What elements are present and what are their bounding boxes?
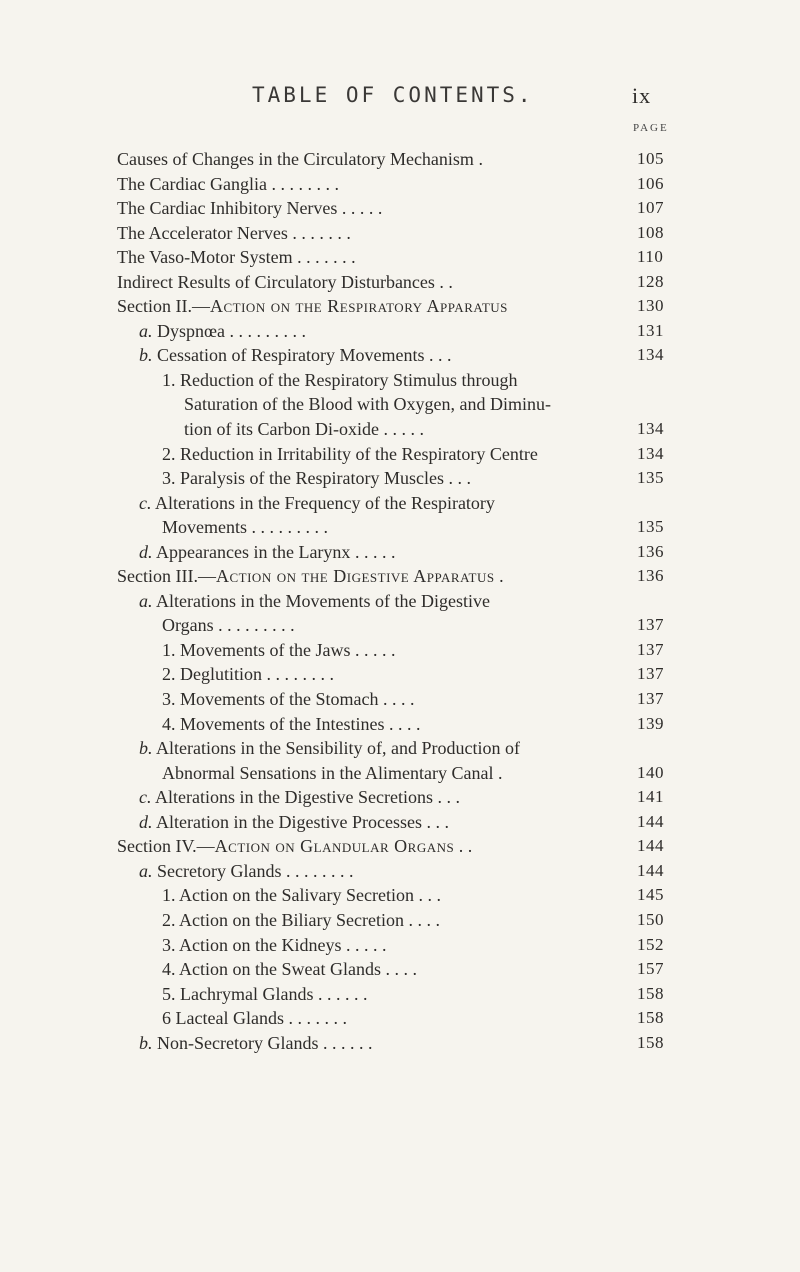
dot-leader: . . . .: [403, 909, 440, 930]
entry-title: [139, 491, 495, 516]
dot-leader: . . . . . . .: [287, 222, 351, 243]
dot-leader: . . .: [424, 345, 452, 366]
dot-leader: . . . . . . . .: [262, 664, 334, 685]
toc-entry: [0, 245, 800, 270]
toc-entry: [0, 417, 800, 442]
page-ref: 136: [637, 541, 664, 561]
table-of-contents: [0, 147, 800, 1055]
entry-number: 3.: [162, 468, 176, 489]
entry-text: The Cardiac Ganglia: [117, 173, 267, 194]
page-ref: 150: [637, 909, 664, 929]
dot-leader: . .: [454, 836, 473, 857]
entry-title: [117, 834, 472, 859]
entry-text: Reduction of the Respiratory Stimulus through: [180, 369, 518, 390]
toc-entry: [0, 491, 800, 516]
page-number: ix: [632, 83, 652, 108]
entry-number: 5.: [162, 983, 176, 1004]
page-ref: 134: [637, 443, 664, 463]
entry-number: 4.: [162, 713, 176, 734]
dot-leader: . . .: [432, 787, 460, 808]
page-ref: 108: [637, 222, 664, 242]
dot-leader: . . . . . . . . .: [213, 615, 295, 636]
entry-letter: a.: [139, 860, 153, 881]
toc-entry: [0, 196, 800, 221]
dot-leader: . .: [434, 271, 453, 292]
toc-entry: [0, 883, 800, 908]
page-ref: 131: [637, 320, 664, 340]
entry-title: [139, 785, 460, 810]
page-ref: 135: [637, 468, 664, 488]
entry-letter: d.: [139, 811, 153, 832]
entry-title: [162, 982, 367, 1007]
entry-text: Organs: [162, 615, 214, 636]
dot-leader: . . .: [421, 811, 449, 832]
page-title: TABLE OF CONTENTS.: [252, 83, 534, 107]
toc-entry: [0, 515, 800, 540]
entry-number: 4.: [162, 959, 176, 980]
entry-title: [117, 147, 483, 172]
entry-text: The Accelerator Nerves: [117, 222, 288, 243]
entry-title: [162, 908, 440, 933]
entry-title: [162, 638, 395, 663]
entry-text: Action on the Kidneys: [179, 934, 342, 955]
dot-leader: . . . . .: [350, 639, 396, 660]
entry-text: Abnormal Sensations in the Alimentary Canal: [162, 762, 494, 783]
entry-title: [117, 245, 356, 270]
toc-entry: [0, 466, 800, 491]
toc-entry: [0, 736, 800, 761]
toc-entry: [0, 540, 800, 565]
dot-leader: . . . . . .: [313, 983, 368, 1004]
page-ref: 130: [637, 296, 664, 316]
entry-title: [117, 172, 339, 197]
entry-title: [139, 1031, 372, 1056]
entry-text: Alteration in the Digestive Processes: [156, 811, 422, 832]
entry-text: Movements of the Jaws: [180, 639, 351, 660]
toc-entry: [0, 712, 800, 737]
toc-entry: [0, 687, 800, 712]
entry-text: Secretory Glands: [157, 860, 282, 881]
entry-title: [162, 662, 334, 687]
toc-entry: [0, 172, 800, 197]
entry-text: Reduction in Irritability of the Respiratory Centre: [180, 443, 538, 464]
entry-title: [139, 810, 449, 835]
page-ref: 157: [637, 959, 664, 979]
entry-title: [139, 343, 451, 368]
page-ref: 128: [637, 271, 664, 291]
dot-leader: . . .: [443, 468, 471, 489]
entry-text: Causes of Changes in the Circulatory Mechanism: [117, 149, 474, 169]
page-ref: 139: [637, 713, 664, 733]
entry-title: [162, 466, 471, 491]
dot-leader: . . . . .: [378, 419, 424, 440]
entry-text: Lacteal Glands: [175, 1008, 284, 1029]
page-ref: 137: [637, 664, 664, 684]
toc-entry: [0, 613, 800, 638]
toc-entry: [0, 221, 800, 246]
entry-text: Action on the Salivary Secretion: [179, 885, 414, 906]
entry-title: [117, 564, 504, 589]
entry-title: [117, 270, 453, 295]
page-column-label: PAGE: [633, 122, 669, 134]
dot-leader: . . . . . . . .: [281, 860, 354, 881]
dot-leader: . . . . . . .: [283, 1008, 347, 1029]
toc-entry: [0, 147, 800, 172]
entry-title: [162, 368, 517, 393]
entry-letter: b.: [139, 1032, 153, 1053]
page-ref: 135: [637, 517, 664, 537]
entry-text: Movements of the Intestines: [180, 713, 385, 734]
entry-letter: d.: [139, 541, 153, 562]
entry-number: 1.: [162, 885, 176, 906]
dot-leader: . . .: [413, 885, 441, 906]
entry-letter: b.: [139, 738, 153, 759]
entry-text: Saturation of the Blood with Oxygen, and Diminu-: [184, 394, 551, 415]
entry-text: The Vaso-Motor System: [117, 247, 293, 268]
toc-entry: [0, 810, 800, 835]
entry-text: Movements: [162, 517, 247, 538]
entry-text: Alterations in the Sensibility of, and Production of: [156, 738, 520, 759]
toc-entry: [0, 392, 800, 417]
dot-leader: . . . .: [380, 959, 417, 980]
page-ref: 144: [637, 836, 664, 856]
dot-leader: . . . . .: [350, 541, 396, 562]
page-ref: 137: [637, 615, 664, 635]
entry-title: [184, 392, 551, 417]
page-ref: 136: [637, 566, 664, 586]
entry-title: [162, 883, 441, 908]
entry-text: Deglutition: [180, 664, 262, 685]
entry-title: [117, 294, 508, 319]
toc-entry: [0, 908, 800, 933]
entry-text: Non-Secretory Glands: [157, 1032, 319, 1053]
page-ref: 158: [637, 983, 664, 1003]
page-ref: 144: [637, 811, 664, 831]
entry-letter: a.: [139, 320, 153, 341]
page-ref: 158: [637, 1008, 664, 1028]
dot-leader: . . . . .: [341, 934, 387, 955]
toc-entry: [0, 294, 800, 319]
entry-title: [184, 417, 424, 442]
section-title: Action on Glandular Organs: [214, 836, 455, 857]
entry-number: 6: [162, 1008, 171, 1029]
entry-text: Paralysis of the Respiratory Muscles: [180, 468, 444, 489]
entry-title: [162, 613, 295, 638]
toc-entry: [0, 564, 800, 589]
entry-number: 1.: [162, 639, 176, 660]
entry-letter: c.: [139, 492, 152, 513]
page-ref: 144: [637, 860, 664, 880]
entry-number: 2.: [162, 909, 176, 930]
entry-text: Appearances in the Larynx: [156, 541, 351, 562]
entry-title: [139, 736, 520, 761]
entry-number: 2.: [162, 664, 176, 685]
dot-leader: . . . . . . . .: [266, 173, 339, 194]
page-ref: 145: [637, 885, 664, 905]
entry-title: [162, 1006, 347, 1031]
page-ref: 141: [637, 787, 664, 807]
entry-text: The Cardiac Inhibitory Nerves: [117, 198, 338, 219]
dot-leader: . . . . . . .: [292, 247, 356, 268]
dot-leader: .: [493, 762, 503, 783]
entry-text: Movements of the Stomach: [180, 689, 379, 710]
toc-entry: [0, 957, 800, 982]
entry-number: 3.: [162, 689, 176, 710]
entry-title: [139, 540, 395, 565]
dot-leader: . . . . .: [337, 198, 383, 219]
toc-entry: [0, 270, 800, 295]
toc-entry: [0, 368, 800, 393]
entry-title: [162, 442, 538, 467]
page-ref: 152: [637, 934, 664, 954]
entry-title: [162, 712, 420, 737]
dot-leader: . . . .: [378, 689, 415, 710]
toc-entry: [0, 343, 800, 368]
entry-text: tion of its Carbon Di-oxide: [184, 419, 379, 440]
dot-leader: . . . . . . . . .: [225, 320, 306, 341]
page-ref: 106: [637, 173, 664, 193]
dot-leader: . . . . . . . . .: [247, 517, 328, 538]
page-ref: 137: [637, 689, 664, 709]
page-ref: 134: [637, 419, 664, 439]
entry-letter: a.: [139, 590, 153, 611]
toc-entry: [0, 442, 800, 467]
entry-number: 3.: [162, 934, 176, 955]
toc-entry: [0, 761, 800, 786]
entry-text: Alterations in the Digestive Secretions: [155, 787, 433, 808]
page-ref: 158: [637, 1032, 664, 1052]
page-ref: 110: [637, 247, 664, 267]
entry-number: 1.: [162, 369, 176, 390]
entry-title: [162, 933, 387, 958]
entry-number: 2.: [162, 443, 176, 464]
entry-title: [162, 957, 417, 982]
toc-entry: [0, 1031, 800, 1056]
entry-text: Dyspnœa: [157, 320, 225, 341]
entry-text: Cessation of Respiratory Movements: [157, 345, 425, 366]
entry-title: [139, 589, 490, 614]
toc-entry: [0, 785, 800, 810]
section-title: Action on the Digestive Apparatus: [215, 566, 495, 587]
page-ref: 134: [637, 345, 664, 365]
page-ref: 107: [637, 198, 664, 218]
page-ref: 105: [637, 149, 664, 168]
entry-text: Action on the Sweat Glands: [179, 959, 381, 980]
entry-title: [162, 515, 328, 540]
section-label: Section III.—: [117, 566, 216, 587]
toc-entry: [0, 834, 800, 859]
entry-text: Lachrymal Glands: [180, 983, 314, 1004]
running-head: [0, 83, 800, 113]
page-ref: 137: [637, 639, 664, 659]
toc-entry: [0, 319, 800, 344]
toc-entry: [0, 982, 800, 1007]
dot-leader: .: [494, 566, 504, 587]
toc-entry: [0, 662, 800, 687]
toc-entry: [0, 859, 800, 884]
section-title: Action on the Respiratory Apparatus: [209, 296, 508, 317]
dot-leader: . . . . . .: [318, 1032, 373, 1053]
entry-letter: c.: [139, 787, 152, 808]
section-label: Section II.—: [117, 296, 210, 317]
toc-entry: [0, 638, 800, 663]
entry-title: [162, 687, 414, 712]
entry-title: [162, 761, 502, 786]
entry-title: [139, 859, 353, 884]
section-label: Section IV.—: [117, 836, 215, 857]
entry-text: Action on the Biliary Secretion: [179, 909, 404, 930]
entry-title: [139, 319, 306, 344]
toc-entry: [0, 589, 800, 614]
page-ref: 140: [637, 762, 664, 782]
entry-title: [117, 196, 382, 221]
toc-entry: [0, 1006, 800, 1031]
dot-leader: . . . .: [384, 713, 421, 734]
entry-text: Alterations in the Frequency of the Respiratory: [155, 492, 495, 513]
entry-letter: b.: [139, 345, 153, 366]
dot-leader: .: [473, 149, 483, 169]
entry-text: Alterations in the Movements of the Digestive: [156, 590, 490, 611]
toc-entry: [0, 933, 800, 958]
entry-text: Indirect Results of Circulatory Disturbances: [117, 271, 435, 292]
entry-title: [117, 221, 351, 246]
